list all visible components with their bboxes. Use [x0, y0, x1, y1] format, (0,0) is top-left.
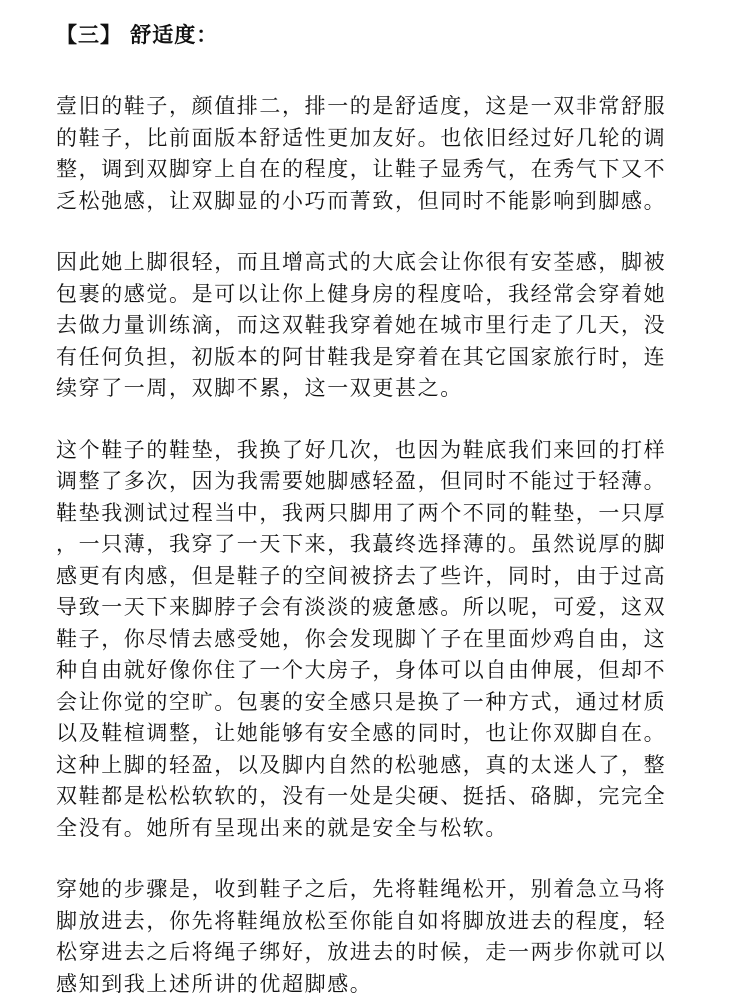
paragraph-line: 鞋子，你尽情去感受她，你会发现脚丫子在里面炒鸡自由，这	[56, 624, 704, 656]
paragraph-line: 以及鞋楦调整，让她能够有安全感的同时，也让你双脚自在。	[56, 718, 704, 750]
paragraph-line: 乏松弛感，让双脚显的小巧而菁致，但同时不能影响到脚感。	[56, 186, 704, 218]
paragraph-line: 感更有肉感，但是鞋子的空间被挤去了些许，同时，由于过高	[56, 561, 704, 593]
paragraph-line: ，一只薄，我穿了一天下来，我蕞终选择薄的。虽然说厚的脚	[56, 529, 704, 561]
paragraph-line: 这种上脚的轻盈，以及脚内自然的松驰感，真的太迷人了，整	[56, 750, 704, 782]
paragraph-line: 会让你觉的空旷。包裹的安全感只是换了一种方式，通过材质	[56, 687, 704, 719]
section-title: 【三】 舒适度：	[56, 20, 704, 51]
paragraph-line: 壹旧的鞋子，颜值排二，排一的是舒适度，这是一双非常舒服	[56, 91, 704, 123]
paragraph-line: 感知到我上述所讲的优超脚感。	[56, 969, 704, 1000]
paragraph-1	[56, 91, 704, 217]
paragraph-line: 导致一天下来脚脖子会有淡淡的疲惫感。所以呢，可爱，这双	[56, 592, 704, 624]
paragraph-line: 这个鞋子的鞋垫，我换了好几次，也因为鞋底我们来回的打样	[56, 435, 704, 467]
paragraph-2	[56, 247, 704, 405]
paragraph-line: 因此她上脚很轻，而且增高式的大底会让你很有安荃感，脚被	[56, 247, 704, 279]
paragraph-line: 的鞋子，比前面版本舒适性更加友好。也依旧经过好几轮的调	[56, 123, 704, 155]
paragraph-line: 有任何负担，初版本的阿甘鞋我是穿着在其它国家旅行时，连	[56, 342, 704, 374]
paragraph-line: 穿她的步骤是，收到鞋子之后，先将鞋绳松开，别着急立马将	[56, 874, 704, 906]
paragraph-line: 松穿进去之后将绳子绑好，放进去的时候，走一两步你就可以	[56, 937, 704, 969]
paragraph-line: 种自由就好像你住了一个大房子，身体可以自由伸展，但却不	[56, 655, 704, 687]
paragraph-line: 双鞋都是松松软软的，没有一处是尖硬、挺括、硌脚，完完全	[56, 781, 704, 813]
paragraph-line: 整，调到双脚穿上自在的程度，让鞋子显秀气，在秀气下又不	[56, 154, 704, 186]
paragraph-line: 脚放进去，你先将鞋绳放松至你能自如将脚放进去的程度，轻	[56, 906, 704, 938]
paragraph-line: 去做力量训练滴，而这双鞋我穿着她在城市里行走了几天，没	[56, 310, 704, 342]
paragraph-4	[56, 874, 704, 1000]
paragraph-line: 全没有。她所有呈现出来的就是安全与松软。	[56, 813, 704, 845]
paragraph-line: 续穿了一周，双脚不累，这一双更甚之。	[56, 373, 704, 405]
paragraph-3	[56, 435, 704, 845]
paragraph-line: 包裹的感觉。是可以让你上健身房的程度哈，我经常会穿着她	[56, 279, 704, 311]
paragraph-line: 鞋垫我测试过程当中，我两只脚用了两个不同的鞋垫，一只厚	[56, 498, 704, 530]
paragraph-line: 调整了多次，因为我需要她脚感轻盈，但同时不能过于轻薄。	[56, 466, 704, 498]
